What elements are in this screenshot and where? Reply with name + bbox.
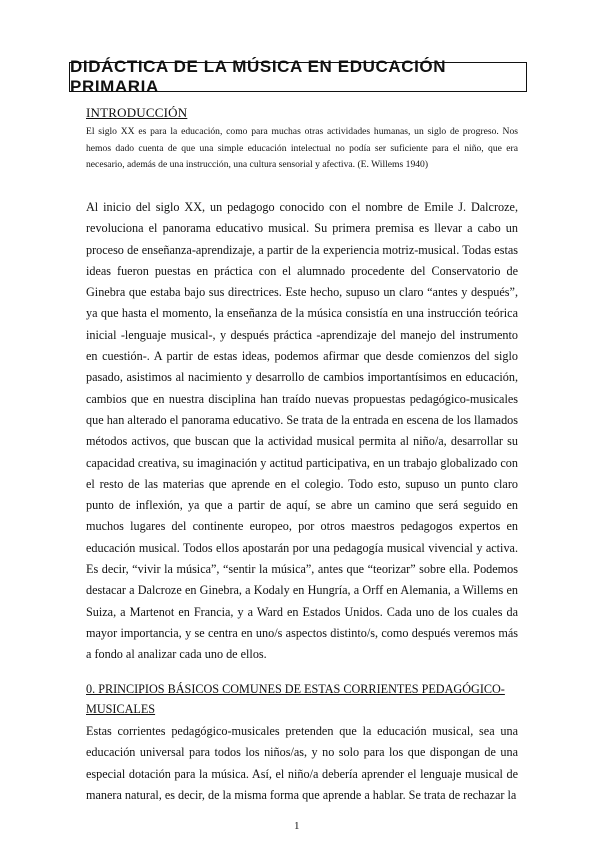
body-paragraph: Al inicio del siglo XX, un pedagogo conocido con el nombre de Emile J. Dalcroze, revoluciona el panorama educativo musical. Su primera premisa es llevar a cabo un proceso de enseñanza-aprendizaje, a partir de la experiencia motriz-musical. Todas estas ideas fueron puestas en práctica con el alumnado procedente del Conservatorio de Ginebra que estaba bajo sus directrices. Este hecho, supuso un claro “antes y después”, ya que hasta el momento, la enseñanza de la música consistía en una instrucción teórica inicial -lenguaje musical-, y después práctica -aprendizaje del manejo del instrumento en cuestión-. A partir de estas ideas, podemos afirmar que desde comienzos del siglo pasado, asistimos al nacimiento y desarrollo de cambios importantísimos en educación, cambios que en nuestra disciplina han traído nuevas propuestas pedagógico-musicales que han alterado el panorama educativo. Se trata de la entrada en escena de los llamados métodos activos, que buscan que la actividad musical permita al niño/a, desarrollar su capacidad creativa, su imaginación y actitud participativa, en un trabajo globalizado con el resto de las materias que aprende en el colegio. Todo esto, supuso un punto claro punto de inflexión, ya que a partir de aquí, se abre un camino que será seguido en muchos lugares del continente europeo, por otros maestros pedagogos expertos en educación musical. Todos ellos apostarán por una pedagogía musical vivencial y activa. Es decir, “vivir la música”, “sentir la música”, antes que “teorizar” sobre ella. Podemos destacar a Dalcroze en Ginebra, a Kodaly en Hungría, a Orff en Alemania, a Willems en Suiza, a Martenot en Francia, y a Ward en Estados Unidos. Cada uno de los cuales da mayor importancia, y se centra en uno/s aspectos distinto/s, como después veremos más a fondo al analizar cada uno de ellos.: [86, 200, 518, 662]
page-number: 1: [294, 820, 300, 832]
section-heading: 0. PRINCIPIOS BÁSICOS COMUNES DE ESTAS CORRIENTES PEDAGÓGICO-MUSICALES: [86, 682, 505, 716]
intro-heading: INTRODUCCIÓN: [86, 105, 188, 120]
document-title: DIDÁCTICA DE LA MÚSICA EN EDUCACIÓN PRIMARIA: [70, 57, 447, 96]
epigraph-quote: El siglo XX es para la educación, como para muchas otras actividades humanas, un siglo de progreso. Nos hemos dado cuenta de que una simple educación intelectual no podía ser suficiente para el niño, que era necesario, además de una instrucción, una cultura sensorial y afectiva. (E. Willems 1940): [86, 126, 518, 170]
section-paragraph: Estas corrientes pedagógico-musicales pretenden que la educación musical, sea una educación universal para todos los niños/as, y no solo para los que dispongan de una especial dotación para la música. Así, el niño/a debería aprender el lenguaje musical de manera natural, es decir, de la misma forma que aprende a hablar. Se trata de rechazar la: [86, 724, 518, 802]
title-box: [69, 57, 527, 96]
